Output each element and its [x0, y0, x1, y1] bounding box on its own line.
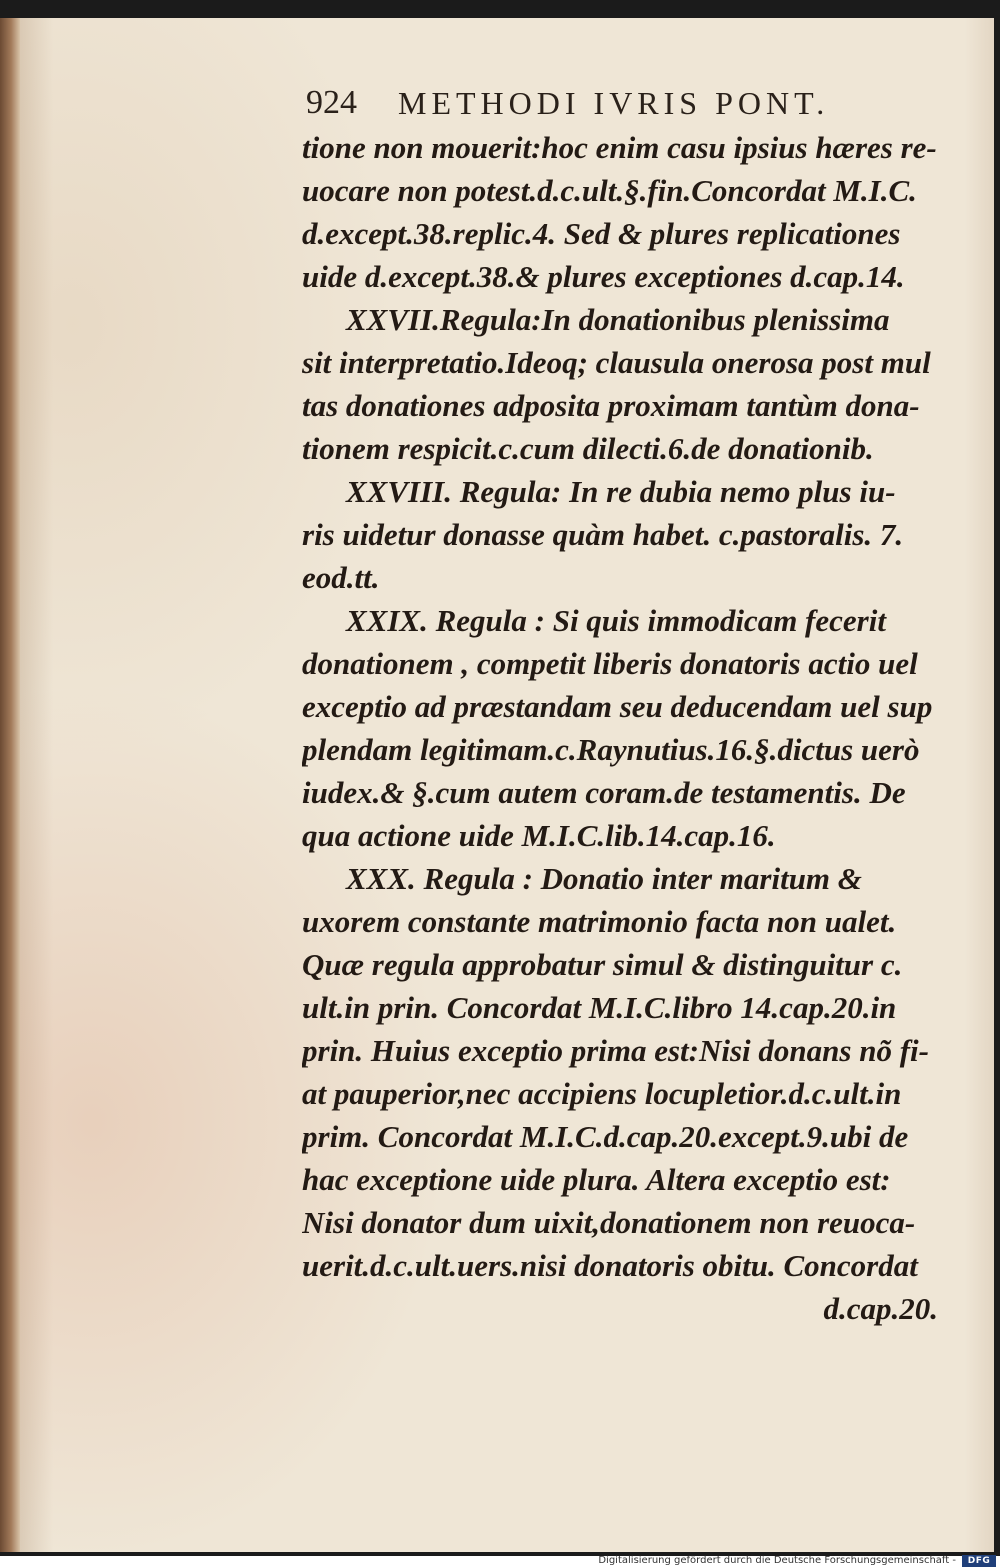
text-line: Nisi donator dum uixit,donationem non reuoca-	[302, 1205, 916, 1240]
text-line: at pauperior,nec accipiens locupletior.d.c.ult.in	[302, 1076, 902, 1111]
text-line: plendam legitimam.c.Raynutius.16.§.dictus uerò	[302, 732, 920, 767]
regula-heading-xxx: XXX. Regula : Donatio inter maritum &	[346, 861, 862, 896]
text-line: d.except.38.replic.4. Sed & plures replicationes	[302, 216, 901, 251]
text-line: eod.tt.	[302, 560, 380, 595]
closing-reference: d.cap.20.	[823, 1291, 938, 1326]
text-line: tionem respicit.c.cum dilecti.6.de donationib.	[302, 431, 874, 466]
text-line: donationem , competit liberis donatoris actio uel	[302, 646, 918, 681]
text-line: tione non mouerit:hoc enim casu ipsius hæres re-	[302, 130, 937, 165]
regula-heading-xxix: XXIX. Regula : Si quis immodicam fecerit	[346, 603, 886, 638]
text-line: prim. Concordat M.I.C.d.cap.20.except.9.ubi de	[302, 1119, 909, 1154]
binding-gutter	[0, 18, 20, 1552]
regula-heading-xxviii: XXVIII. Regula: In re dubia nemo plus iu-	[346, 474, 896, 509]
text-line: ris uidetur donasse quàm habet. c.pastoralis. 7.	[302, 517, 904, 552]
text-line: tas donationes adposita proximam tantùm dona-	[302, 388, 920, 423]
text-line: iudex.& §.cum autem coram.de testamentis. De	[302, 775, 906, 810]
text-line: exceptio ad præstandam seu deducendam uel sup	[302, 689, 933, 724]
text-line: prin. Huius exceptio prima est:Nisi donans nõ fi-	[302, 1033, 929, 1068]
text-line: qua actione uide M.I.C.lib.14.cap.16.	[302, 818, 776, 853]
text-line: uxorem constante matrimonio facta non ualet.	[302, 904, 897, 939]
running-title: METHODI IVRIS PONT.	[398, 85, 830, 121]
funding-note: Digitalisierung gefördert durch die Deutsche Forschungsgemeinschaft -	[598, 1555, 956, 1566]
text-line: hac exceptione uide plura. Altera exceptio est:	[302, 1162, 891, 1197]
regula-heading-xxvii: XXVII.Regula:In donationibus plenissima	[346, 302, 890, 337]
text-line: sit interpretatio.Ideoq; clausula onerosa post mul	[302, 345, 931, 380]
text-line: Quæ regula approbatur simul & distinguitur c.	[302, 947, 903, 982]
page-number: 924	[306, 84, 357, 121]
dfg-logo-icon: DFG	[962, 1555, 996, 1567]
text-line: uocare non potest.d.c.ult.§.fin.Concordat M.I.C.	[302, 173, 917, 208]
text-line: ult.in prin. Concordat M.I.C.libro 14.cap.20.in	[302, 990, 897, 1025]
text-line: uerit.d.c.ult.uers.nisi donatoris obitu. Concordat	[302, 1248, 918, 1283]
page-header	[306, 82, 896, 124]
text-line: uide d.except.38.& plures exceptiones d.cap.14.	[302, 259, 905, 294]
